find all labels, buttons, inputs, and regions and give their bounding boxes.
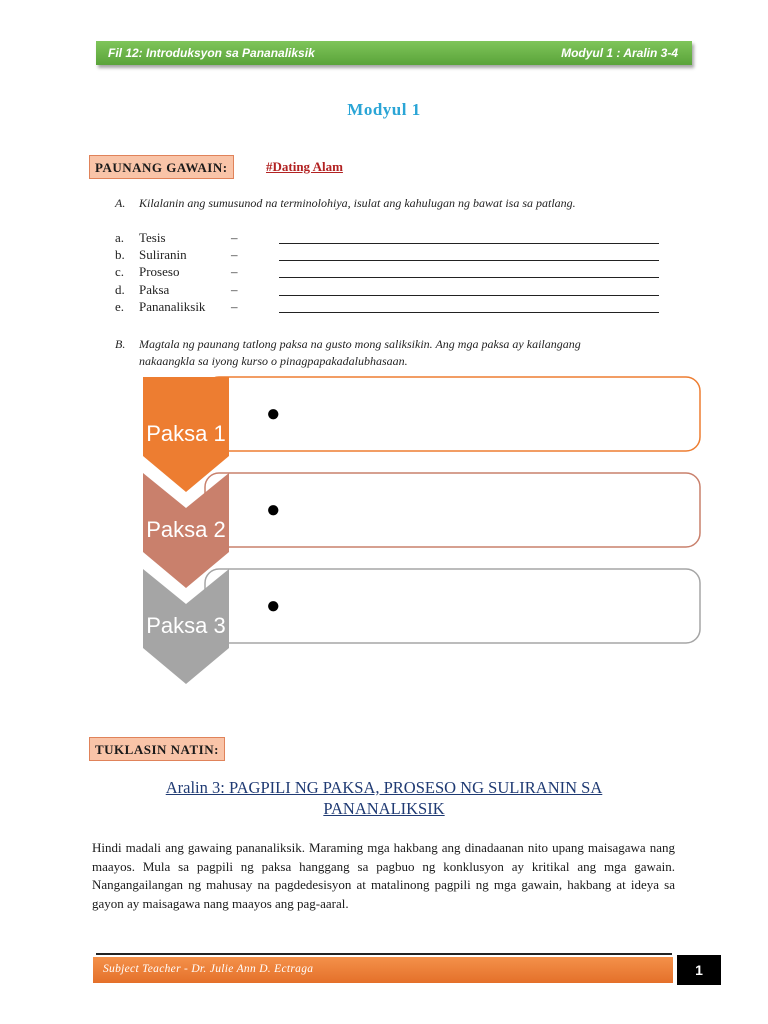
- module-lesson: Modyul 1 : Aralin 3-4: [561, 46, 678, 60]
- paksa-2-bullet: ●: [266, 496, 281, 523]
- term-letter: e.: [115, 299, 125, 314]
- footer-rule: [96, 953, 672, 955]
- paksa-1-bullet: ●: [266, 400, 281, 427]
- page-title: Modyul 1: [347, 100, 421, 119]
- instruction-b-letter: B.: [115, 337, 126, 351]
- footer-teacher: Subject Teacher - Dr. Julie Ann D. Ectraga: [103, 963, 314, 975]
- term-dash: –: [231, 299, 238, 314]
- term-letter: d.: [115, 282, 125, 297]
- dating-alam-link[interactable]: #Dating Alam: [266, 159, 343, 174]
- aralin-heading: [100, 777, 668, 819]
- paksa-1-label: Paksa 1: [146, 421, 226, 446]
- paksa-2-label: Paksa 2: [146, 517, 226, 542]
- term-word: Proseso: [139, 264, 180, 279]
- body-paragraph: Hindi madali ang gawaing pananaliksik. Maraming mga hakbang ang dinadaanan nito upang maisagawa nang maayos. Mula sa pagpili ng paksa hanggang sa pagbuo ng konklusyon ay kritikal ang mga gawain. Nangangailangan ng mahusay na pagdedesisyon at matalinong pagpili ng mga gawain, hakbang at ideya sa gayon ay maisagawa nang maayos ang pag-aaral.: [92, 840, 675, 911]
- term-word: Paksa: [139, 282, 170, 297]
- paksa-3-bullet: ●: [266, 592, 281, 619]
- term-letter: b.: [115, 247, 125, 262]
- paunang-gawain-tag: PAUNANG GAWAIN:: [89, 155, 234, 179]
- term-word: Pananaliksik: [139, 299, 206, 314]
- instruction-b-line2: nakaangkla sa iyong kurso o pinagpapakadalubhasaan.: [139, 354, 408, 368]
- instruction-b-line1: Magtala ng paunang tatlong paksa na gusto mong saliksikin. Ang mga paksa ay kailangang: [139, 337, 581, 351]
- term-word: Suliranin: [139, 247, 187, 262]
- aralin-heading-line2: PANANALIKSIK: [323, 799, 445, 818]
- course-title: Fil 12: Introduksyon sa Pananaliksik: [108, 46, 315, 60]
- term-dash: –: [231, 264, 238, 279]
- aralin-heading-line1: Aralin 3: PAGPILI NG PAKSA, PROSESO NG SULIRANIN SA: [165, 778, 603, 797]
- instruction-a-text: Kilalanin ang sumusunod na terminolohiya, isulat ang kahulugan ng bawat isa sa patlang.: [139, 196, 576, 210]
- term-letter: c.: [115, 264, 125, 279]
- tuklasin-natin-tag: TUKLASIN NATIN:: [89, 737, 225, 761]
- paksa-3-label: Paksa 3: [146, 613, 226, 638]
- page-number: 1: [677, 955, 721, 985]
- term-letter: a.: [115, 230, 125, 245]
- instruction-a-letter: A.: [115, 196, 126, 210]
- term-dash: –: [231, 247, 238, 262]
- term-dash: –: [231, 230, 238, 245]
- term-word: Tesis: [139, 230, 166, 245]
- footer-bar: [93, 957, 673, 983]
- term-dash: –: [231, 282, 238, 297]
